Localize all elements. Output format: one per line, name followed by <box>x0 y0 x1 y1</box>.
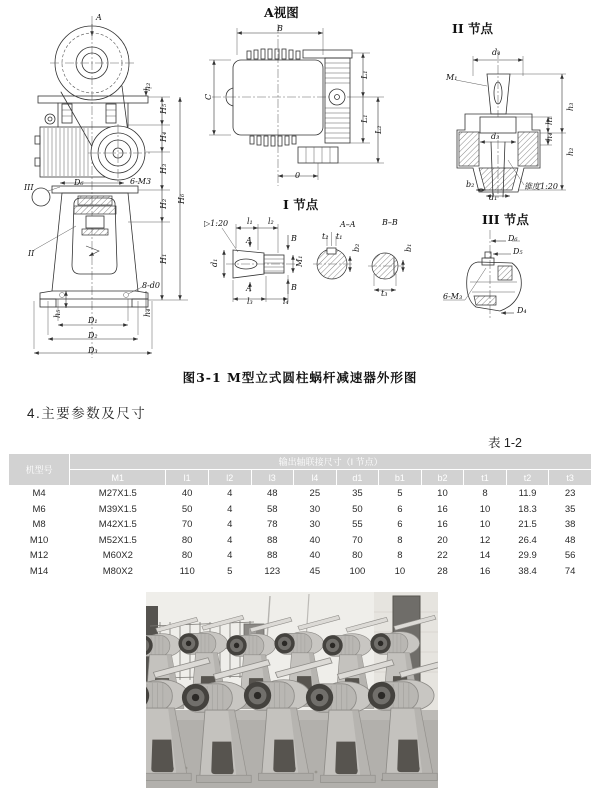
dim-label: 6-M₃ <box>443 292 463 301</box>
dim-label: l₃ <box>247 297 253 306</box>
table-cell: 35 <box>549 502 592 518</box>
dim-label: t₁ <box>336 232 343 241</box>
dim-label: H₆ <box>177 193 186 204</box>
dim-label: M₁ <box>295 255 304 267</box>
table-cell: 80 <box>166 533 209 549</box>
column-header: t2 <box>506 470 549 486</box>
table-cell: M12 <box>9 548 70 564</box>
dim-label: D₁ <box>88 316 98 325</box>
table-cell: 10 <box>464 502 507 518</box>
dim-label: B <box>291 283 297 292</box>
dim-label: b₁ <box>404 243 413 252</box>
dim-label: l₂ <box>268 217 274 226</box>
table-cell: 4 <box>208 517 251 533</box>
table-cell: 6 <box>379 517 422 533</box>
table-cell: M4 <box>9 486 70 502</box>
dim-label: h₂ <box>566 147 575 156</box>
dim-label: D₂ <box>88 331 98 340</box>
dim-label: B–B <box>382 218 398 227</box>
dim-label: 0 <box>295 171 301 180</box>
table-cell: M10 <box>9 533 70 549</box>
table-cell: 35 <box>336 486 379 502</box>
dim-label: l₄ <box>283 297 289 306</box>
table-cell: 4 <box>208 533 251 549</box>
a-view-title: A视图 <box>264 5 299 20</box>
table-cell: 14 <box>464 548 507 564</box>
column-header: l3 <box>251 470 294 486</box>
node1-view <box>204 197 319 306</box>
section-views <box>313 218 413 298</box>
dim-label: B <box>277 24 283 33</box>
dim-label: h₂ <box>143 82 152 91</box>
dim-label: L₁ <box>360 114 369 123</box>
table-cell: 18.3 <box>506 502 549 518</box>
table-cell: 74 <box>549 564 592 580</box>
factory-photo <box>146 592 438 788</box>
front-view <box>23 13 188 358</box>
dim-label: t₃ <box>381 289 388 298</box>
dim-label: II <box>28 249 35 258</box>
table-cell: 16 <box>421 517 464 533</box>
table-cell: 70 <box>336 533 379 549</box>
dim-label: h₁ <box>545 116 554 125</box>
dim-label: M₁ <box>446 73 458 82</box>
column-header: b1 <box>379 470 422 486</box>
node3-title: III 节点 <box>482 212 529 227</box>
table-cell: 5 <box>208 564 251 580</box>
table-row <box>9 548 592 564</box>
table-row <box>9 486 592 502</box>
group-header: 输出轴联接尺寸（I 节点） <box>70 454 592 470</box>
table-cell: M39X1.5 <box>70 502 166 518</box>
table-cell: 8 <box>379 548 422 564</box>
table-cell: 25 <box>294 486 337 502</box>
dim-label: H₃ <box>159 163 168 174</box>
column-header: l1 <box>166 470 209 486</box>
dim-label: D₆ <box>74 178 84 187</box>
table-cell: M42X1.5 <box>70 517 166 533</box>
table-cell: 88 <box>251 548 294 564</box>
column-header: d1 <box>336 470 379 486</box>
column-header: t3 <box>549 470 592 486</box>
node2-title: II 节点 <box>452 21 494 36</box>
table-cell: 16 <box>464 564 507 580</box>
table-cell: 48 <box>251 486 294 502</box>
dim-label: C <box>204 93 213 100</box>
dim-label: h₄ <box>545 132 554 141</box>
model-column-header: 机型号 <box>9 454 70 486</box>
dim-label: D₄ <box>517 306 527 315</box>
table-cell: 40 <box>294 533 337 549</box>
table-cell: 11.9 <box>506 486 549 502</box>
dim-label: D₆ <box>508 234 518 243</box>
table-cell: 22 <box>421 548 464 564</box>
table-cell: 4 <box>208 548 251 564</box>
table-cell: M27X1.5 <box>70 486 166 502</box>
table-cell: 30 <box>294 502 337 518</box>
column-header: t1 <box>464 470 507 486</box>
dim-label: h₃ <box>566 102 575 111</box>
dim-label: h₄ <box>143 308 152 317</box>
table-cell: 30 <box>294 517 337 533</box>
dim-label: H₂ <box>159 198 168 209</box>
table-cell: 5 <box>379 486 422 502</box>
table-cell: 38.4 <box>506 564 549 580</box>
a-view <box>204 5 384 186</box>
dim-label: 6-M3 <box>130 177 152 186</box>
dim-label: B <box>291 234 297 243</box>
dim-label: H₁ <box>159 253 168 264</box>
table-subheader-row <box>9 470 592 486</box>
dim-label: L₁ <box>360 70 369 79</box>
table-cell: 10 <box>464 517 507 533</box>
table-cell: 10 <box>421 486 464 502</box>
table-cell: 29.9 <box>506 548 549 564</box>
column-header: M1 <box>70 470 166 486</box>
section-heading: 4.主要参数及尺寸 <box>27 406 147 421</box>
dim-label: D₃ <box>88 346 98 355</box>
table-cell: 6 <box>379 502 422 518</box>
table-cell: 55 <box>336 517 379 533</box>
table-cell: 21.5 <box>506 517 549 533</box>
table-caption: 表 1-2 <box>487 436 522 450</box>
dim-label: h₅ <box>53 309 62 318</box>
dim-label: b₂ <box>466 180 475 189</box>
table-cell: 28 <box>421 564 464 580</box>
dim-label: L₂ <box>374 125 383 134</box>
table-cell: 40 <box>166 486 209 502</box>
table-cell: 16 <box>421 502 464 518</box>
table-group-header-row <box>9 454 592 470</box>
table-cell: 4 <box>208 486 251 502</box>
table-row <box>9 517 592 533</box>
table-cell: 56 <box>549 548 592 564</box>
table-row <box>9 564 592 580</box>
table-cell: 80 <box>336 548 379 564</box>
table-cell: 50 <box>336 502 379 518</box>
dim-label: d₃ <box>491 132 500 141</box>
parameters-table <box>8 453 592 579</box>
column-header: l2 <box>208 470 251 486</box>
table-cell: 100 <box>336 564 379 580</box>
dim-label: 锥度1:20 <box>524 182 558 191</box>
table-cell: 70 <box>166 517 209 533</box>
table-cell: 48 <box>549 533 592 549</box>
table-cell: 50 <box>166 502 209 518</box>
table-cell: 12 <box>464 533 507 549</box>
table-cell: 38 <box>549 517 592 533</box>
dim-label: d₄ <box>492 48 501 57</box>
table-cell: 110 <box>166 564 209 580</box>
dim-label: d₁ <box>489 193 498 202</box>
table-cell: 123 <box>251 564 294 580</box>
dim-label: b₂ <box>352 243 361 252</box>
table-cell: M80X2 <box>70 564 166 580</box>
table-cell: 8 <box>379 533 422 549</box>
node3-view <box>443 212 529 318</box>
dim-label: D₅ <box>513 247 523 256</box>
table-cell: 8 <box>464 486 507 502</box>
table-cell: 88 <box>251 533 294 549</box>
node2-view <box>445 21 575 202</box>
dim-label: 8-d0 <box>142 281 161 290</box>
table-cell: 4 <box>208 502 251 518</box>
table-cell: 26.4 <box>506 533 549 549</box>
dim-label: t₂ <box>322 232 329 241</box>
table-cell: M14 <box>9 564 70 580</box>
table-row <box>9 502 592 518</box>
node1-title: I 节点 <box>283 197 319 212</box>
dim-label: ▷1:20 <box>204 219 229 228</box>
table-cell: M52X1.5 <box>70 533 166 549</box>
dim-label: A <box>246 236 252 245</box>
table-cell: M6 <box>9 502 70 518</box>
table-cell: 40 <box>294 548 337 564</box>
table-cell: 80 <box>166 548 209 564</box>
table-cell: 45 <box>294 564 337 580</box>
table-row <box>9 533 592 549</box>
table-cell: M60X2 <box>70 548 166 564</box>
table-cell: 78 <box>251 517 294 533</box>
table-cell: 23 <box>549 486 592 502</box>
table-cell: M8 <box>9 517 70 533</box>
table-cell: 58 <box>251 502 294 518</box>
dim-label: A <box>246 284 252 293</box>
dim-label: H₄ <box>159 131 168 142</box>
column-header: b2 <box>421 470 464 486</box>
dim-label: H₅ <box>159 103 168 114</box>
dim-label: d₁ <box>210 258 219 267</box>
dim-label: III <box>24 183 34 192</box>
column-header: l4 <box>294 470 337 486</box>
dim-label: A <box>96 13 102 22</box>
dim-label: A–A <box>340 220 356 229</box>
figure-caption: 图3-1 M型立式圆柱蜗杆减速器外形图 <box>182 370 418 385</box>
table-cell: 20 <box>421 533 464 549</box>
dim-label: l₁ <box>247 217 253 226</box>
table-cell: 10 <box>379 564 422 580</box>
figure-drawing <box>0 0 600 362</box>
